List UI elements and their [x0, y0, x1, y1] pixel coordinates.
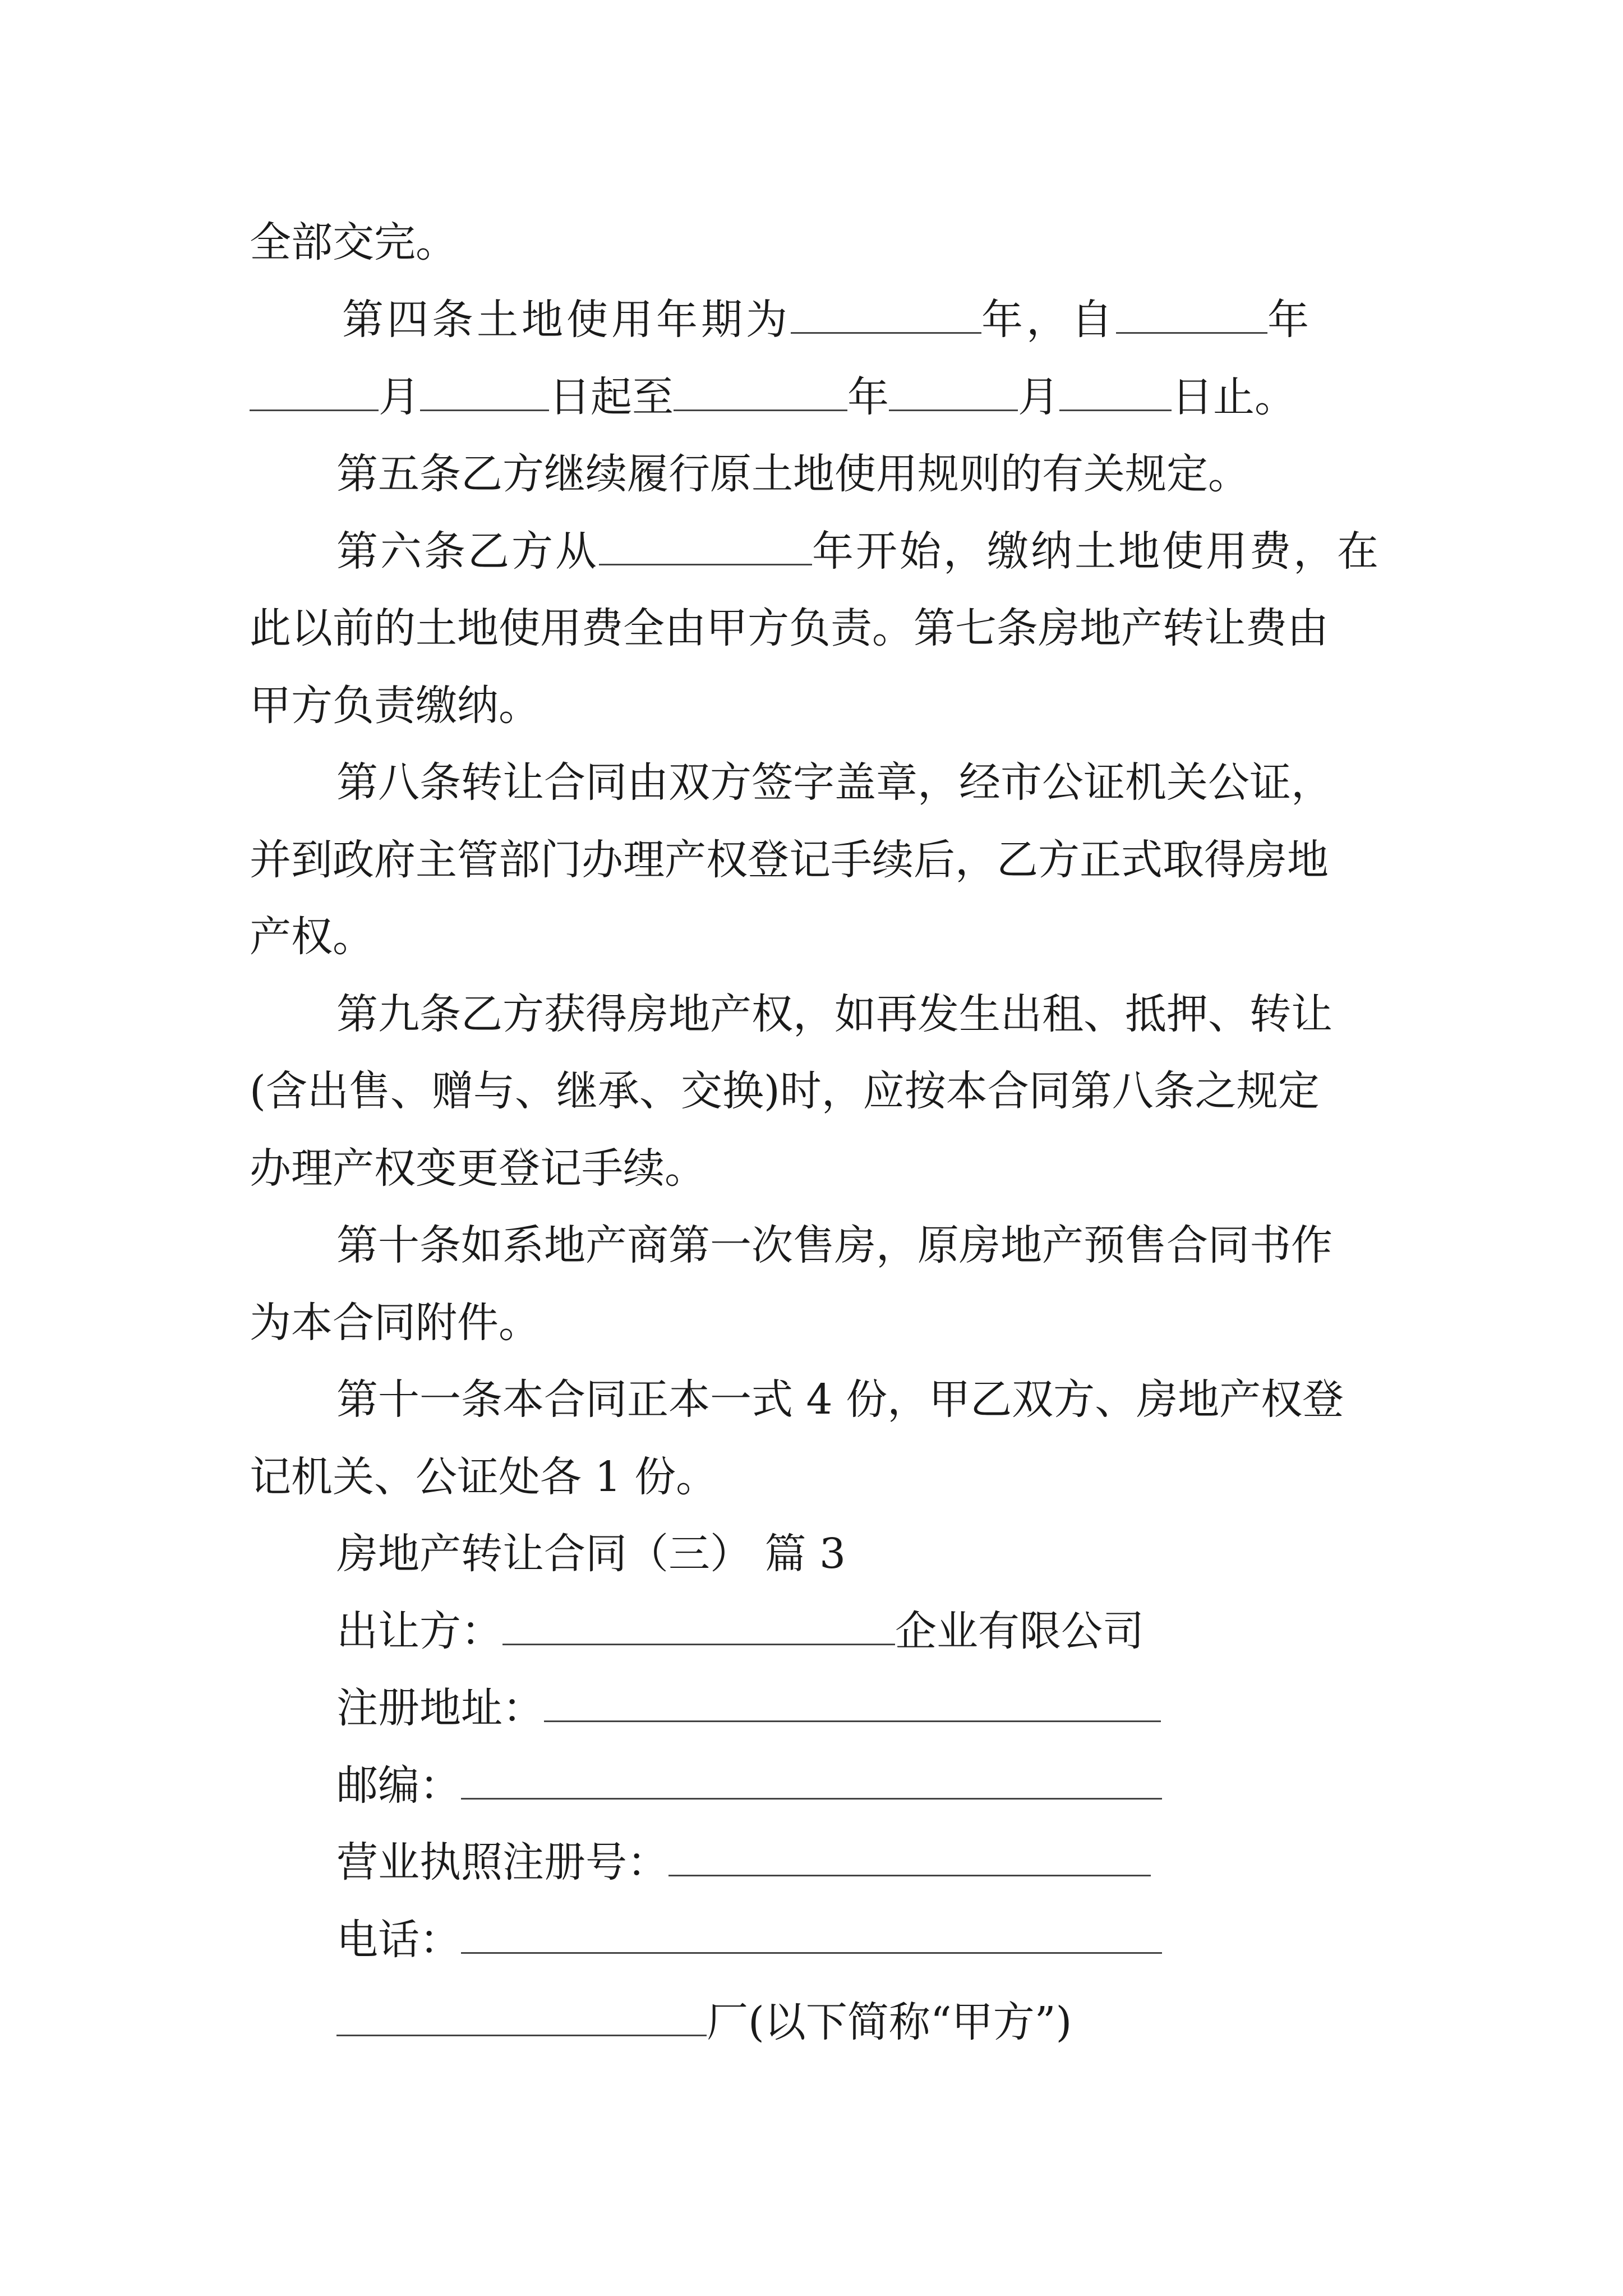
text-line [250, 909, 374, 965]
fill-blank [420, 372, 549, 411]
text-line [336, 523, 1381, 579]
fill-blank [502, 1607, 895, 1645]
line-text: 日止。 [1172, 373, 1296, 421]
line-text: 为本合同附件。 [250, 1299, 540, 1347]
fill-blank [250, 372, 379, 411]
field-label: 营业执照注册号： [336, 1838, 668, 1887]
section-heading [336, 1526, 846, 1582]
fill-blank [336, 1998, 707, 2036]
fill-blank [668, 1838, 1151, 1876]
line-text: 第九条乙方获得房地产权，如再发生出租、抵押、转让 [336, 990, 1332, 1038]
text-line [250, 600, 1329, 656]
text-line [336, 986, 1332, 1042]
line-text: 产权。 [250, 913, 374, 961]
form-field-license [336, 1834, 1151, 1890]
line-text: 此以前的土地使用费全由甲方负责。第七条房地产转让费由 [250, 604, 1329, 652]
line-text: 办理产权变更登记手续。 [250, 1144, 706, 1193]
form-field-transferor [336, 1603, 1144, 1659]
line-text: 记机关、公证处各 1 份。 [250, 1453, 718, 1501]
field-label: 出让方： [336, 1607, 502, 1655]
fill-blank [674, 372, 847, 411]
form-field-phone [336, 1912, 1162, 1968]
form-field-postcode [336, 1757, 1162, 1814]
line-text: 企业有限公司 [895, 1607, 1144, 1655]
text-line [250, 1449, 717, 1505]
fill-blank [889, 372, 1018, 411]
text-line [342, 292, 1312, 348]
text-line [336, 1217, 1332, 1273]
line-text: 第五条乙方继续履行原土地使用规则的有关规定。 [336, 450, 1249, 498]
form-field-party-a [336, 1994, 1072, 2050]
fill-blank [1116, 295, 1267, 334]
text-line [250, 678, 540, 734]
line-text: 甲方负责缴纳。 [250, 682, 540, 730]
field-label: 邮编： [336, 1761, 461, 1810]
text-line [250, 369, 1296, 425]
line-text: 月 [379, 373, 420, 421]
text-line [250, 1295, 540, 1351]
line-text: 年 [847, 373, 889, 421]
fill-blank [599, 527, 812, 565]
text-line [336, 754, 1332, 811]
line-text: 第八条转让合同由双方签字盖章，经市公证机关公证， [336, 758, 1332, 807]
line-text: 月 [1018, 373, 1059, 421]
line-text: 年，自 [981, 296, 1116, 344]
field-label: 注册地址： [336, 1684, 544, 1732]
line-text: 第十一条本合同正本一式 4 份，甲乙双方、房地产权登 [336, 1375, 1344, 1424]
field-label: 电话： [336, 1916, 461, 1964]
line-text: 第六条乙方从 [336, 527, 599, 576]
text-line [250, 214, 457, 270]
text-line [336, 446, 1249, 502]
fill-blank [544, 1683, 1161, 1722]
line-text: 年开始，缴纳土地使用费，在 [812, 527, 1381, 576]
text-line [250, 1140, 706, 1197]
fill-blank [1059, 372, 1172, 411]
line-text: 年 [1267, 296, 1312, 344]
line-text: 房地产转让合同（三） 篇 3 [336, 1530, 846, 1578]
fill-blank [791, 295, 981, 334]
line-text: 第四条土地使用年期为 [342, 296, 791, 344]
form-field-address [336, 1680, 1161, 1736]
line-text: (含出售、赠与、继承、交换)时，应按本合同第八条之规定 [250, 1067, 1320, 1115]
fill-blank [461, 1915, 1162, 1954]
text-line [336, 1372, 1344, 1428]
line-text: 第十条如系地产商第一次售房，原房地产预售合同书作 [336, 1221, 1332, 1269]
line-text: 日起至 [549, 373, 674, 421]
line-text: 全部交完。 [250, 218, 457, 266]
fill-blank [461, 1761, 1162, 1800]
line-text: 厂(以下简称“甲方”) [707, 1998, 1072, 2046]
text-line [250, 1063, 1320, 1119]
line-text: 并到政府主管部门办理产权登记手续后，乙方正式取得房地 [250, 836, 1329, 884]
text-line [250, 832, 1329, 888]
